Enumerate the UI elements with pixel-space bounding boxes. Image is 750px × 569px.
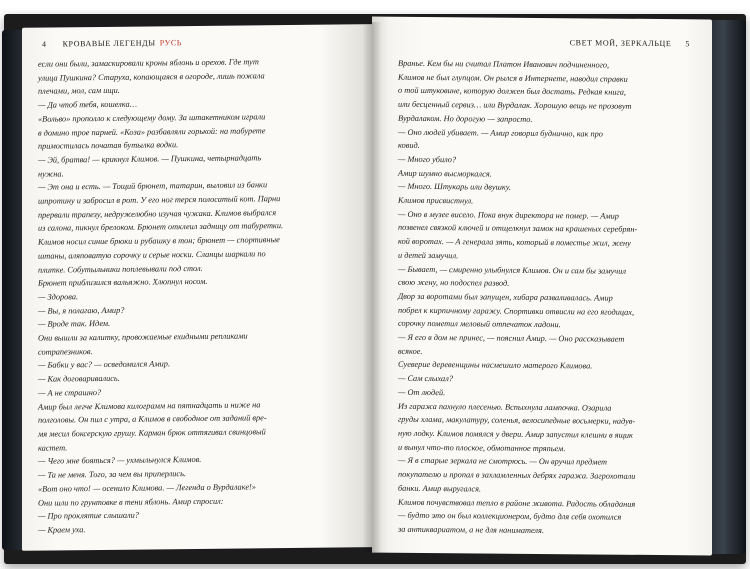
right-page-text-line: свою жену, но подоспел развод. bbox=[398, 277, 510, 288]
right-page-text-line: Двор за воротами был запущен, хибара разваливалась. Амир bbox=[398, 291, 613, 303]
left-page-text-line: — Вы, я полагаю, Амир? bbox=[38, 305, 125, 316]
left-page-text-line: улица Пушкина? Старуха, копающаяся в огороде, лишь пожала bbox=[38, 70, 265, 83]
left-page-text-line: Они вышли за калитку, провожаемые ехидными репликами bbox=[38, 331, 248, 343]
left-page-text-line: плитке. Собутыльники поплевывали под стол. bbox=[38, 263, 203, 275]
right-page-text-line: всякое. bbox=[398, 346, 423, 356]
right-page-text-line: — Я его в дом не принес, — пояснил Амир. — Оно рассказывает bbox=[398, 332, 625, 344]
right-page-text-line: сорочку пометил меловый отпечаток ладони. bbox=[398, 319, 561, 330]
left-page-text-line: примостилась початая бутылка водки. bbox=[38, 140, 179, 151]
left-page-text-line: полголовы. Он пил с утра, а Климов в свободное от заданий вре- bbox=[38, 413, 267, 425]
left-page-text-line: «Вольво» прополло к следующему дому. За штакетником играли bbox=[38, 112, 266, 124]
right-page-text-line: — Я в старые зеркала не смотрюсь. — Он вручил предмет bbox=[398, 456, 608, 467]
left-running-series: РУСЬ bbox=[159, 38, 182, 48]
right-page-text-line: за антиквариатом, а не для нанимателя. bbox=[398, 524, 544, 535]
right-page-text-line: Вурдалаком. Но дорогую — запросто. bbox=[398, 113, 533, 124]
right-page-text-line: покупателю и пропал в захламленных дебрях гаража. Загрохотали bbox=[398, 469, 636, 481]
right-page-text-line: побрел к кирпичному гаражу. Спортивки отвисли на его ягодицах, bbox=[398, 305, 635, 317]
right-page bbox=[372, 17, 712, 556]
left-page-text-line: — Та не меня. Того, за чем вы приперлись. bbox=[38, 469, 186, 480]
left-page-text-line: шпротину и забросил в рот. У его ног терся полосатый кот. Парни bbox=[38, 194, 281, 206]
left-page-text-line: — Здорова. bbox=[38, 292, 79, 302]
right-page-text-line: Климов почувствовал тепло в районе живота. Радость обладания bbox=[398, 497, 636, 509]
right-page-text bbox=[398, 57, 690, 539]
right-page-text-line: Вранье. Кем бы ни считал Платон Иванович подчиненного, bbox=[398, 58, 610, 70]
right-running-title: СВЕТ МОЙ, ЗЕРКАЛЬЦЕ bbox=[569, 38, 672, 49]
right-page-text-line: ковид. bbox=[398, 140, 420, 151]
left-page-text-line: сотрапезников. bbox=[38, 346, 93, 357]
right-page-text-line: груды хлама, макулатуру, соленья, велосипедные восьмерки, надув- bbox=[398, 415, 636, 427]
left-page-text-line: — Как договаривались. bbox=[38, 373, 120, 384]
right-page-text-line: Амир шумно высморкался. bbox=[398, 168, 492, 179]
book-gutter bbox=[362, 22, 382, 552]
left-page-text-line: штаны, аляповатую сорочку и серые носки. Сланцы шаркали по bbox=[38, 249, 266, 261]
left-page-text-line: — Вроде так. Идем. bbox=[38, 319, 111, 330]
left-page-text-line: в домино трое парней. «Коза» разбавляли горькой: на табурете bbox=[38, 125, 266, 138]
left-page-text-line: — А не страшно? bbox=[38, 387, 102, 398]
right-page-text-line: — Оно людей убивает. — Амир говорил буднично, как про bbox=[398, 127, 603, 139]
left-page-text-line: Амир был легче Климова килограмм на пятнадцать и ниже на bbox=[38, 399, 261, 412]
right-page-text-line: банки. Амир выругался. bbox=[398, 483, 482, 494]
left-page-text-line: «Вот оно что! — осенило Климова. — Легенда о Вурдалаке!» bbox=[38, 482, 256, 494]
left-running-head bbox=[42, 38, 182, 48]
left-page-text-line: — Эт она и есть. — Тощий брюнет, татарин, выловил из банки bbox=[38, 180, 268, 192]
left-page-text-line: — Краем уха. bbox=[38, 525, 86, 535]
right-page-text-line: кой воротах. — А генерала зять, который в поместье жил, жену bbox=[398, 236, 631, 248]
left-page-text-line: кастет. bbox=[38, 443, 68, 453]
left-page-text-line: — Чего мне бояться? — ухмыльнулся Климов. bbox=[38, 455, 202, 467]
left-page-number: 4 bbox=[42, 39, 47, 49]
right-page-number: 5 bbox=[685, 39, 690, 49]
right-page-text-line: о той штуковине, которую должен был достать. Редкая книга, bbox=[398, 86, 626, 98]
left-page-text-line: плечами, мол, сам ищи. bbox=[38, 86, 120, 97]
right-page-text-line: ную лодку. Климов помялся у двери. Амир запустил клешни в ящик bbox=[398, 428, 633, 440]
left-page-text-line: — Бабки у вас? — осведомился Амир. bbox=[38, 359, 171, 371]
left-running-title: КРОВАВЫЕ ЛЕГЕНДЫ bbox=[62, 38, 156, 49]
left-page-text-line: прервали трапезу, недружелюбно изучая чужака. Климов выбрался bbox=[38, 207, 277, 220]
right-page-text-line: и вынул что-то плоское, обмотанное тряпьем. bbox=[398, 442, 566, 453]
left-page-text-line: из салона, пикнул брелоком. Брюнет отклеил задницу от табуретки. bbox=[38, 221, 284, 234]
right-page-text-line: или бесценный сервиз… или Вурдалак. Хорошую вещь не прозовут bbox=[398, 99, 632, 111]
right-page-text-line: Климов не был глупцом. Он рылся в Интернете, наводил справки bbox=[398, 72, 628, 84]
left-page-text-line: Они шли по грунтовке в тени яблонь. Амир спросил: bbox=[38, 496, 224, 508]
right-running-head bbox=[570, 38, 690, 48]
left-page-text-line: мя месил боксерскую грушу. Карман брюк оттягивал свинцовый bbox=[38, 427, 266, 439]
right-page-text-line: — Сам слыхал? bbox=[398, 373, 453, 384]
left-page-text-line: если они были, замаскировали кроны яблонь и орехов. Где тут bbox=[38, 57, 259, 69]
left-page bbox=[22, 24, 372, 551]
right-page-text-line: Климов присвистнул. bbox=[398, 195, 474, 206]
right-page-text-line: — Много убило? bbox=[398, 154, 457, 165]
right-page-text-line: — будто это он был коллекционером, будто для себя охотился bbox=[398, 510, 622, 522]
right-page-text-line: Из гаража пахнуло плесенью. Вспыхнула лампочка. Озарила bbox=[398, 401, 612, 413]
left-page-text-line: Брюнет приблизился вальяжно. Хлюпнул носом. bbox=[38, 277, 208, 288]
left-page-text-line: — Эй, братва! — крикнул Климов. — Пушкина, четырнадцать bbox=[38, 153, 262, 165]
right-page-text-line: — От людей. bbox=[398, 387, 446, 398]
left-page-text-line: — Про проклятие слышали? bbox=[38, 510, 139, 521]
left-page-text-line: нужна. bbox=[38, 169, 64, 179]
right-page-text-line: — Много. Штукарь или двушку. bbox=[398, 182, 511, 193]
right-page-text-line: — Бывает, — смиренно улыбнулся Климов. Он и сам бы замучил bbox=[398, 264, 627, 276]
left-page-text-line: Климов носил синие брюки и рубашку в тон; брюнет — спортивные bbox=[38, 235, 280, 247]
right-page-text-line: и детей замучил. bbox=[398, 250, 459, 261]
left-page-text bbox=[38, 55, 338, 538]
right-page-text-line: — Оно в музее висело. Пока внук директора не помер. — Амир bbox=[398, 209, 619, 221]
left-page-text-line: — Да чтоб тебя, кошелка… bbox=[38, 99, 137, 110]
right-page-text-line: Суеверие деревенщины насмешило матерого Климова. bbox=[398, 360, 593, 371]
right-page-text-line: позвенел связкой ключей и отщелкнул замок на крашеных серебрян- bbox=[398, 223, 638, 235]
